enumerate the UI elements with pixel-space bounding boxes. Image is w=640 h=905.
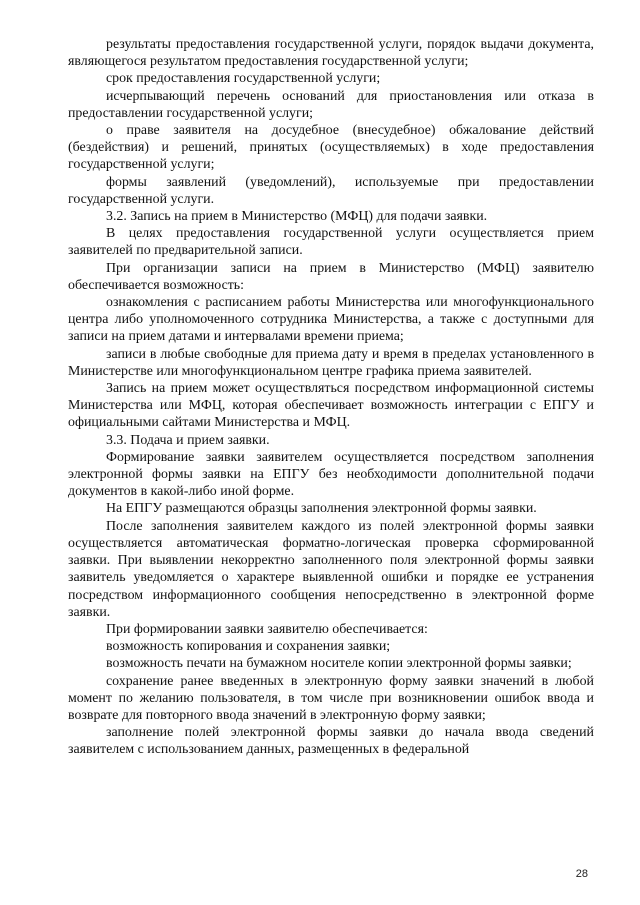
paragraph: В целях предоставления государственной услуги осуществляется прием заявителей по предварительной записи.	[68, 226, 594, 259]
paragraph: исчерпывающий перечень оснований для приостановления или отказа в предоставлении государственной услуги;	[68, 88, 594, 121]
paragraph: о праве заявителя на досудебное (внесудебное) обжалование действий (бездействия) и решений, принятых (осуществляемых) в ходе предоставления государственной услуги;	[68, 123, 594, 173]
paragraph: Запись на прием может осуществляться посредством информационной системы Министерства или МФЦ, которая обеспечивает возможность интеграции с ЕПГУ и официальными сайтами Министерства и МФЦ.	[68, 381, 594, 431]
paragraph: заполнение полей электронной формы заявки до начала ввода сведений заявителем с использованием данных, размещенных в федеральной	[68, 725, 594, 758]
paragraph: ознакомления с расписанием работы Министерства или многофункционального центра либо уполномоченного сотрудника Министерства, а также с доступными для записи на прием датами и интервалами времени приема;	[68, 295, 594, 345]
page-number: 28	[575, 868, 588, 880]
paragraph: При организации записи на прием в Министерство (МФЦ) заявителю обеспечивается возможность:	[68, 260, 594, 293]
paragraph: записи в любые свободные для приема дату и время в пределах установленного в Министерстве или многофункциональном центре графика приема заявителей.	[68, 346, 594, 379]
paragraph: формы заявлений (уведомлений), используемые при предоставлении государственной услуги.	[68, 174, 594, 207]
paragraph: возможность печати на бумажном носителе копии электронной формы заявки;	[106, 656, 572, 672]
paragraph: При формировании заявки заявителю обеспечивается:	[106, 621, 428, 637]
paragraph: результаты предоставления государственной услуги, порядок выдачи документа, являющегося результатом предоставления государственной услуги;	[68, 37, 594, 70]
paragraph: сохранение ранее введенных в электронную форму заявки значений в любой момент по желанию пользователя, в том числе при возникновении ошибок ввода и возврате для повторного ввода значений в электронную форму заявки;	[68, 673, 594, 723]
body-text	[68, 36, 594, 759]
paragraph: Формирование заявки заявителем осуществляется посредством заполнения электронной формы заявки на ЕПГУ без необходимости дополнительной подачи документов в какой-либо иной форме.	[68, 449, 594, 500]
paragraph: На ЕПГУ размещаются образцы заполнения электронной формы заявки.	[106, 501, 537, 517]
paragraph: срок предоставления государственной услуги;	[106, 71, 381, 87]
section-heading: 3.2. Запись на прием в Министерство (МФЦ) для подачи заявки.	[106, 209, 488, 225]
section-heading: 3.3. Подача и прием заявки.	[106, 432, 270, 448]
paragraph: возможность копирования и сохранения заявки;	[106, 639, 391, 655]
paragraph: После заполнения заявителем каждого из полей электронной формы заявки осуществляется автоматическая форматно-логическая проверка сформированной заявки. При выявлении некорректно заполненного поля электронной формы заявки заявитель уведомляется о характере выявленной ошибки и порядке ее устранения посредством информационного сообщения непосредственно в электронной форме заявки.	[68, 518, 594, 620]
